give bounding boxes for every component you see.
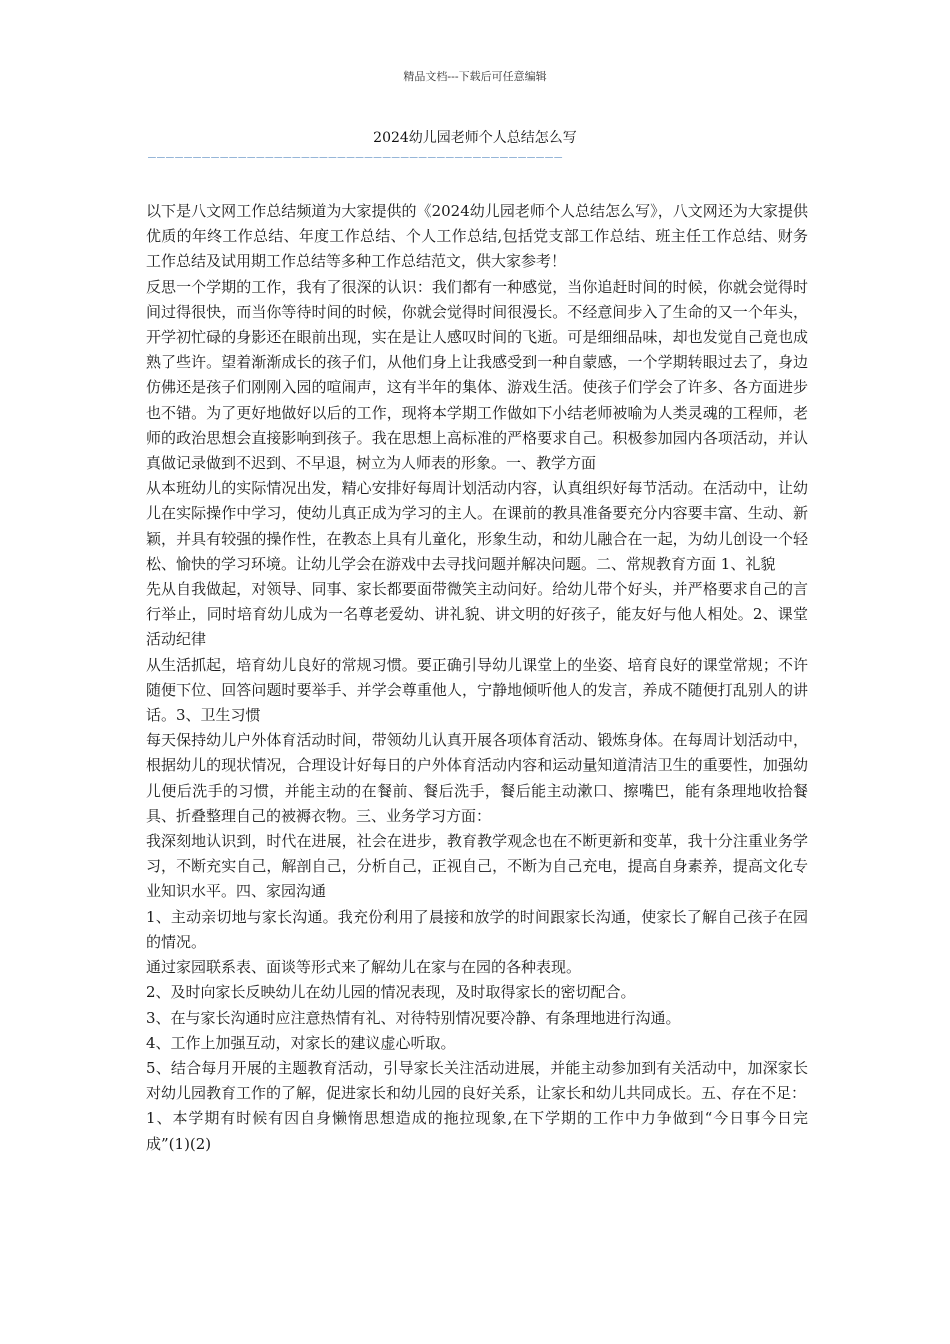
paragraph: 每天保持幼儿户外体育活动时间，带领幼儿认真开展各项体育活动、锻炼身体。在每周计划活动中，根据幼儿的现状情况，合理设计好每日的户外体育活动内容和运动量知道清洁卫生的重要性，加强幼儿便后洗手的习惯，并能主动的在餐前、餐后洗手，餐后能主动漱口、擦嘴巴，能有条理地收拾餐具、折叠整理自己的被褥衣物。三、业务学习方面： xyxy=(146,731,808,825)
paragraph: 5、结合每月开展的主题教育活动，引导家长关注活动进展，并能主动参加到有关活动中，加深家长对幼儿园教育工作的了解，促进家长和幼儿园的良好关系，让家长和幼儿共同成长。五、存在不足： xyxy=(146,1058,808,1103)
document-title: 2024幼儿园老师个人总结怎么写 xyxy=(373,130,577,146)
paragraph: 通过家园联系表、面谈等形式来了解幼儿在家与在园的各种表现。 xyxy=(146,958,582,977)
title-divider: —————————————————————————————————————————————— xyxy=(148,150,564,164)
paragraph: 我深刻地认识到，时代在进展，社会在进步，教育教学观念也在不断更新和变革，我十分注重业务学习，不断充实自己，解剖自己，分析自己，正视自己，不断为自己充电，提高自身素养，提高文化专业知识水平。四、家园沟通 xyxy=(146,832,808,901)
paragraph: 4、工作上加强互动，对家长的建议虚心听取。 xyxy=(146,1033,456,1052)
paragraph: 先从自我做起，对领导、同事、家长都要面带微笑主动问好。给幼儿带个好头，并严格要求自己的言行举止，同时培育幼儿成为一名尊老爱幼、讲礼貌、讲文明的好孩子，能友好与他人相处。2、课堂活动纪律 xyxy=(146,580,808,649)
header-note: 精品文档---下载后可任意编辑 xyxy=(403,70,547,83)
paragraph: 3、在与家长沟通时应注意热情有礼、对待特别情况要冷静、有条理地进行沟通。 xyxy=(146,1008,681,1027)
paragraph: 从本班幼儿的实际情况出发，精心安排好每周计划活动内容，认真组织好每节活动。在活动中，让幼儿在实际操作中学习，使幼儿真正成为学习的主人。在课前的教具准备要充分内容要丰富、生动、新颖，并具有较强的操作性，在教态上具有儿童化，形象生动，和幼儿融合在一起，为幼儿创设一个轻松、愉快的学习环境。让幼儿学会在游戏中去寻找问题并解决问题。二、常规教育方面 1、礼貌 xyxy=(146,479,808,573)
paragraph: 以下是八文网工作总结频道为大家提供的《2024幼儿园老师个人总结怎么写》，八文网还为大家提供优质的年终工作总结、年度工作总结、个人工作总结,包括党支部工作总结、班主任工作总结、财务工作总结及试用期工作总结等多种工作总结范文，供大家参考！ xyxy=(146,202,808,271)
paragraph: 2、及时向家长反映幼儿在幼儿园的情况表现，及时取得家长的密切配合。 xyxy=(146,983,636,1002)
paragraph: 1、主动亲切地与家长沟通。我充份利用了晨接和放学的时间跟家长沟通，使家长了解自己孩子在园的情况。 xyxy=(146,907,808,951)
document-body xyxy=(146,199,808,1157)
paragraph: 反思一个学期的工作，我有了很深的认识：我们都有一种感觉，当你追赶时间的时候，你就会觉得时间过得很快，而当你等待时间的时候，你就会觉得时间很漫长。不经意间步入了生命的又一个年头，开学初忙碌的身影还在眼前出现，实在是让人感叹时间的飞逝。可是细细品味，却也发觉自己竟也成熟了些许。望着渐渐成长的孩子们，从他们身上让我感受到一种自蒙感，一个学期转眼过去了，身边仿佛还是孩子们刚刚入园的喧闹声，这有半年的集体、游戏生活。使孩子们学会了许多、各方面进步也不错。为了更好地做好以后的工作，现将本学期工作做如下小结老师被喻为人类灵魂的工程师，老师的政治思想会直接影响到孩子。我在思想上高标准的严格要求自己。积极参加园内各项活动，并认真做记录做到不迟到、不早退，树立为人师表的形象。一、教学方面 xyxy=(146,277,808,473)
paragraph: 1、本学期有时候有因自身懒惰思想造成的拖拉现象,在下学期的工作中力争做到“今日事今日完成”(1)(2) xyxy=(146,1109,808,1153)
paragraph: 从生活抓起，培育幼儿良好的常规习惯。要正确引导幼儿课堂上的坐姿、培育良好的课堂常规；不许随便下位、回答问题时要举手、并学会尊重他人，宁静地倾听他人的发言，养成不随便打乱别人的讲话。3、卫生习惯 xyxy=(146,655,808,725)
